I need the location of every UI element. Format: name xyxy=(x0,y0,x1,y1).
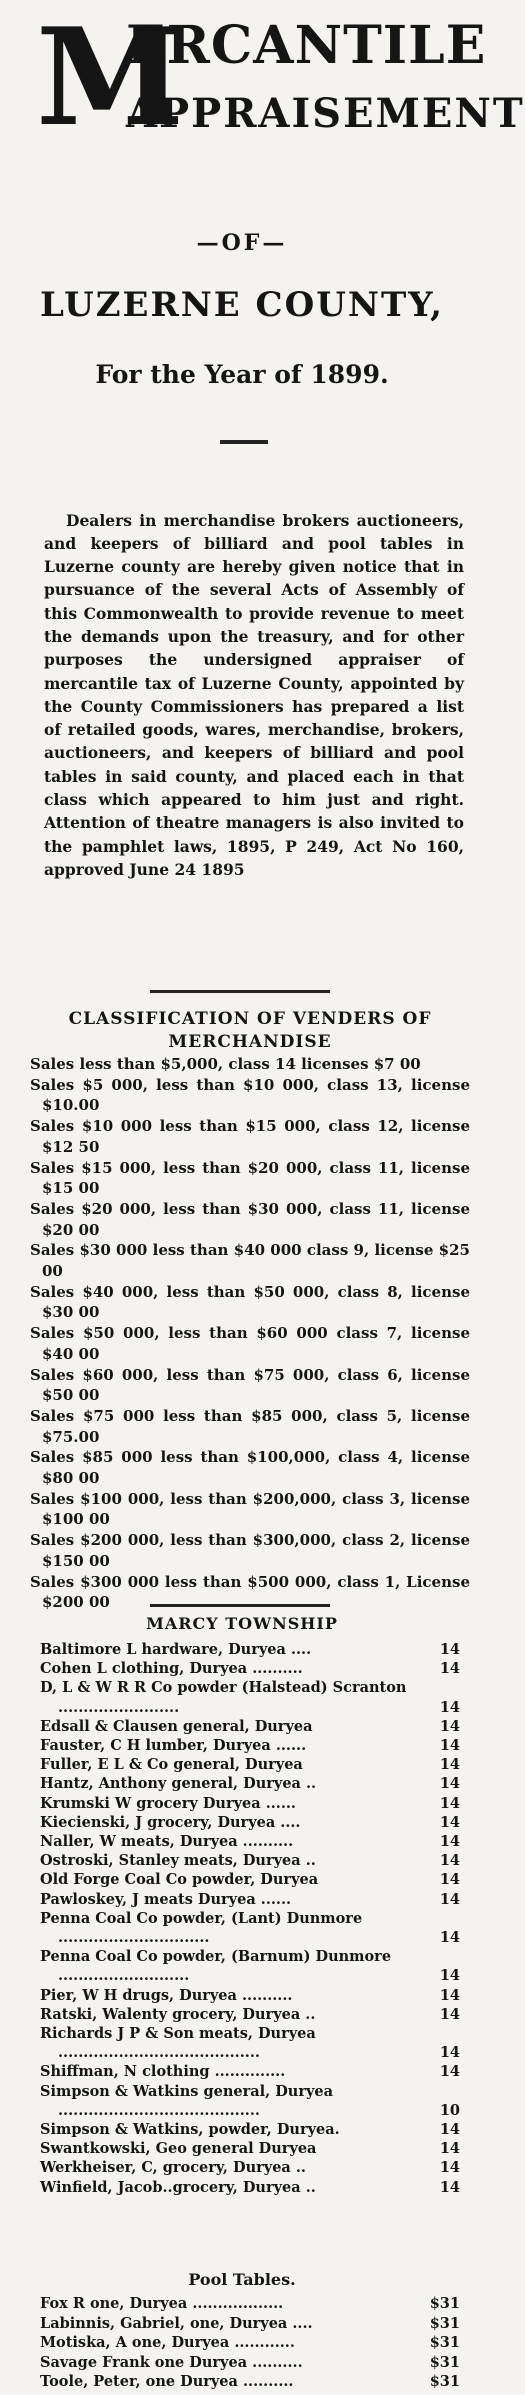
vendor-entry xyxy=(40,2062,460,2081)
pool-entry-amount: $31 xyxy=(429,2295,460,2312)
vendor-entry xyxy=(40,2139,460,2158)
vendor-amount: 14 xyxy=(439,1833,460,1851)
vendor-amount: 10 xyxy=(439,2101,460,2119)
vendor-entry xyxy=(40,1736,460,1755)
vendor-amount: 14 xyxy=(439,1660,460,1678)
vendor-amount: 14 xyxy=(439,1775,460,1793)
pool-tables-list xyxy=(40,2294,460,2392)
vendor-entry xyxy=(40,1717,460,1736)
vendor-name: Penna Coal Co powder, (Lant) Dunmore .............................. xyxy=(40,1909,363,1947)
pool-entry-name: Fox R one, Duryea .................. xyxy=(40,2295,284,2312)
notice-paragraph: Dealers in merchandise brokers auctioneers, and keepers of billiard and pool tables in Luzerne county are hereby given notice that in pursuance of the several Acts of Assembly of this Commonwealth to provide revenue to meet the demands upon the treasury, and for other purposes the undersigned appraiser of mercantile tax of Luzerne County, appointed by the County Commissioners has prepared a list of retailed goods, wares, merchandise, brokers, auctioneers, and keepers of billiard and pool tables in said county, and placed each in that class which appeared to him just and right. Attention of theatre managers is also invited to the pamphlet laws, 1895, P 249, Act No 160, approved June 24 1895 xyxy=(44,510,464,879)
vendor-entry xyxy=(40,2178,460,2197)
pool-entry xyxy=(40,2333,460,2353)
vendor-name: Cohen L clothing, Duryea .......... xyxy=(40,1660,303,1678)
vendor-name: Krumski W grocery Duryea ...... xyxy=(40,1794,296,1812)
vendor-list xyxy=(40,1640,460,2197)
vendor-entry xyxy=(40,2005,460,2024)
classification-list xyxy=(30,1054,470,1613)
vendor-name: Penna Coal Co powder, (Barnum) Dunmore .......................... xyxy=(40,1948,392,1985)
vendor-entry xyxy=(40,1659,460,1678)
classification-item: Sales $20 000, less than $30 000, class 11, license $20 00 xyxy=(30,1199,470,1239)
classification-item: Sales $30 000 less than $40 000 class 9, license $25 00 xyxy=(30,1241,470,1281)
vendor-entry xyxy=(40,1794,460,1813)
vendor-entry xyxy=(40,2082,460,2120)
vendor-entry xyxy=(40,1947,460,1985)
vendor-name: Fuller, E L & Co general, Duryea xyxy=(40,1756,303,1774)
pool-entry-amount: $31 xyxy=(429,2334,460,2351)
vendor-name: Old Forge Coal Co powder, Duryea xyxy=(40,1871,319,1889)
vendor-name: Simpson & Watkins general, Duryea ........................................ xyxy=(40,2082,334,2119)
vendor-amount: 14 xyxy=(439,1813,460,1831)
classification-item: Sales $50 000, less than $60 000 class 7, license $40 00 xyxy=(30,1324,470,1363)
vendor-entry xyxy=(40,1832,460,1851)
vendor-entry xyxy=(40,1774,460,1793)
vendor-name: Simpson & Watkins, powder, Duryea. xyxy=(40,2121,340,2139)
classification-item: Sales $15 000, less than $20 000, class 11, license $15 00 xyxy=(30,1158,470,1198)
pool-entry-name: Motiska, A one, Duryea ............ xyxy=(40,2334,295,2351)
vendor-name: Winfield, Jacob..grocery, Duryea .. xyxy=(40,2178,316,2196)
classification-item: Sales $100 000, less than $200,000, class 3, license $100 00 xyxy=(30,1489,470,1529)
classification-item: Sales $85 000 less than $100,000, class 4, license $80 00 xyxy=(30,1448,470,1488)
vendor-entry xyxy=(40,1755,460,1774)
vendor-amount: 14 xyxy=(439,1794,460,1812)
classification-item: Sales $300 000 less than $500 000, class 1, License $200 00 xyxy=(30,1572,470,1612)
vendor-amount: 14 xyxy=(439,2159,460,2177)
classification-item: Sales $10 000 less than $15 000, class 12, license $12 50 xyxy=(30,1117,470,1156)
vendor-amount: 14 xyxy=(439,2121,460,2139)
divider-rule xyxy=(220,440,268,444)
vendor-amount: 14 xyxy=(439,1698,460,1716)
vendor-name: Hantz, Anthony general, Duryea .. xyxy=(40,1775,317,1793)
county-title: LUZERNE COUNTY, xyxy=(40,285,444,325)
vendor-amount: 14 xyxy=(439,2063,460,2081)
masthead xyxy=(28,0,525,156)
pool-tables-heading: Pool Tables. xyxy=(188,2270,296,2289)
of-separator: —OF— xyxy=(196,230,288,256)
vendor-amount: 14 xyxy=(439,1871,460,1889)
vendor-name: Pier, W H drugs, Duryea .......... xyxy=(40,1986,293,2004)
classification-item: Sales $200 000, less than $300,000, class 2, license $150 00 xyxy=(30,1531,470,1570)
vendor-amount: 14 xyxy=(439,1967,460,1985)
vendor-name: Naller, W meats, Duryea .......... xyxy=(40,1833,294,1851)
vendor-name: Swantkowski, Geo general Duryea xyxy=(40,2140,317,2158)
vendor-amount: 14 xyxy=(439,1890,460,1908)
divider-rule xyxy=(150,990,330,993)
vendor-entry xyxy=(40,2158,460,2177)
vendor-amount: 14 xyxy=(439,1929,460,1947)
pool-entry xyxy=(40,2372,460,2392)
vendor-name: Kiecienski, J grocery, Duryea .... xyxy=(40,1813,301,1831)
pool-entry-amount: $31 xyxy=(429,2314,460,2332)
pool-entry xyxy=(40,2314,460,2334)
vendor-entry xyxy=(40,1851,460,1870)
vendor-entry xyxy=(40,1909,460,1947)
vendor-name: Edsall & Clausen general, Duryea xyxy=(40,1717,313,1735)
vendor-entry xyxy=(40,2024,460,2062)
vendor-entry xyxy=(40,1986,460,2005)
year-subtitle: For the Year of 1899. xyxy=(95,360,389,389)
classification-item: Sales $5 000, less than $10 000, class 13, license $10.00 xyxy=(30,1075,470,1115)
vendor-amount: 14 xyxy=(439,1737,460,1755)
vendor-amount: 14 xyxy=(439,1717,460,1735)
vendor-name: D, L & W R R Co powder (Halstead) Scranton ........................ xyxy=(40,1679,407,1716)
masthead-line1: ERCANTILE xyxy=(126,15,487,76)
vendor-name: Baltimore L hardware, Duryea .... xyxy=(40,1641,312,1658)
vendor-amount: 14 xyxy=(439,2005,460,2023)
pool-entry-name: Labinnis, Gabriel, one, Duryea .... xyxy=(40,2314,313,2332)
vendor-amount: 14 xyxy=(439,1986,460,2004)
vendor-entry xyxy=(40,1678,460,1716)
vendor-name: Werkheiser, C, grocery, Duryea .. xyxy=(40,2159,306,2177)
pool-entry-amount: $31 xyxy=(429,2353,460,2371)
vendor-name: Ratski, Walenty grocery, Duryea .. xyxy=(40,2005,316,2023)
pool-entry-name: Toole, Peter, one Duryea .......... xyxy=(40,2373,294,2390)
vendor-entry xyxy=(40,1870,460,1889)
vendor-name: Richards J P & Son meats, Duryea ........................................ xyxy=(40,2025,316,2062)
vendor-entry xyxy=(40,2120,460,2139)
vendor-entry xyxy=(40,1813,460,1832)
vendor-amount: 14 xyxy=(439,1756,460,1774)
vendor-name: Fauster, C H lumber, Duryea ...... xyxy=(40,1737,307,1755)
vendor-entry xyxy=(40,1640,460,1659)
classification-item: Sales less than $5,000, class 14 licenses $7 00 xyxy=(30,1055,421,1073)
masthead-initial: M xyxy=(36,0,183,156)
masthead-line2: APPRAISEMENT xyxy=(126,90,525,137)
pool-entry-name: Savage Frank one Duryea .......... xyxy=(40,2353,303,2371)
pool-entry xyxy=(40,2294,460,2314)
classification-item: Sales $75 000 less than $85 000, class 5, license $75.00 xyxy=(30,1406,470,1446)
vendor-amount: 14 xyxy=(439,1641,460,1658)
vendor-amount: 14 xyxy=(439,2178,460,2196)
vendor-amount: 14 xyxy=(439,2140,460,2158)
vendor-name: Shiffman, N clothing .............. xyxy=(40,2063,286,2081)
vendor-entry xyxy=(40,1890,460,1909)
classification-item: Sales $60 000, less than $75 000, class 6, license $50 00 xyxy=(30,1365,470,1405)
pool-entry xyxy=(40,2353,460,2373)
township-heading: MARCY TOWNSHIP xyxy=(146,1614,338,1633)
pool-entry-amount: $31 xyxy=(429,2373,460,2390)
vendor-amount: 14 xyxy=(439,2044,460,2062)
vendor-name: Ostroski, Stanley meats, Duryea .. xyxy=(40,1852,316,1870)
classification-heading: CLASSIFICATION OF VENDERS OF MERCHANDISE xyxy=(68,1009,432,1052)
classification-item: Sales $40 000, less than $50 000, class 8, license $30 00 xyxy=(30,1282,470,1322)
vendor-amount: 14 xyxy=(439,1852,460,1870)
divider-rule xyxy=(150,1604,330,1607)
vendor-name: Pawloskey, J meats Duryea ...... xyxy=(40,1890,292,1908)
